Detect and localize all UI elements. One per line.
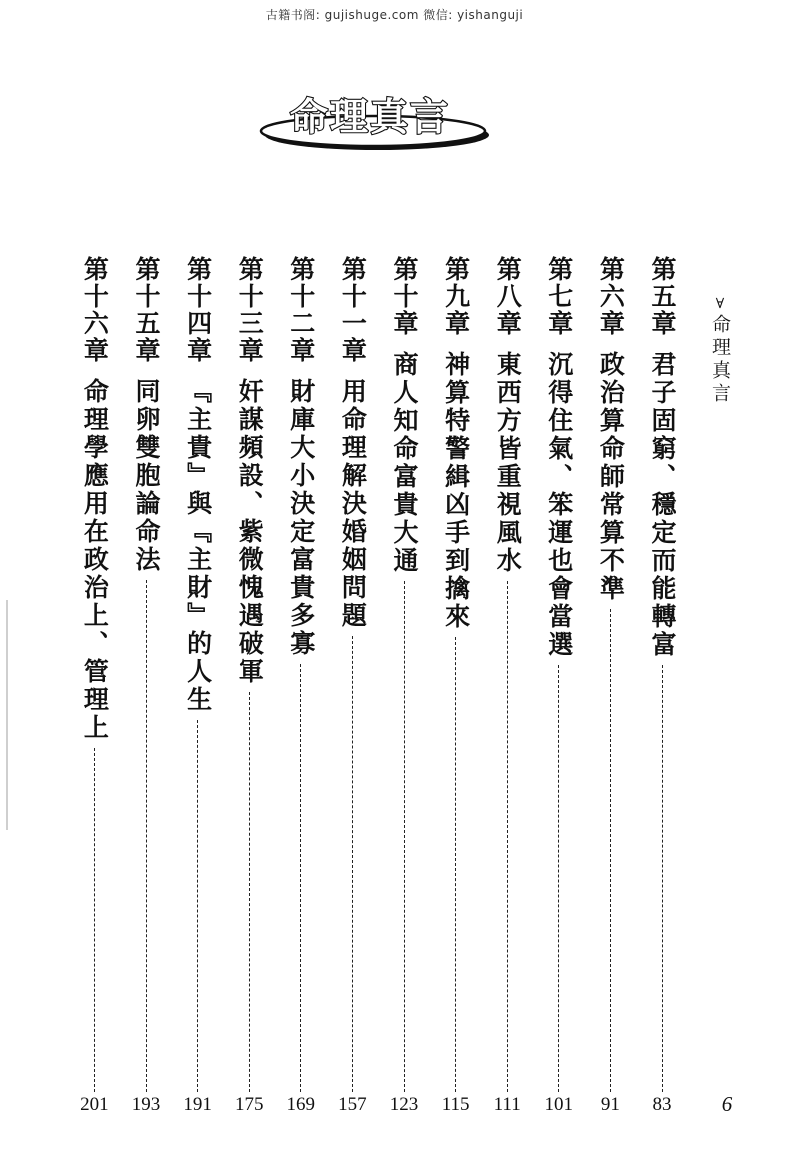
toc-dot-leader: [455, 637, 456, 1092]
toc-entry: [227, 256, 271, 1092]
scan-edge-mark: [6, 600, 8, 830]
toc-entry: [434, 256, 478, 1092]
toc-page-number: 201: [80, 1094, 109, 1115]
toc-chapter-title: 政治算命師常算不準: [596, 351, 626, 603]
toc-page-number: 111: [493, 1094, 521, 1115]
toc-dot-leader: [507, 581, 508, 1092]
toc-chapter-title: 商人知命富貴大通: [390, 351, 419, 575]
toc-dot-leader: [94, 748, 95, 1092]
toc-page-number: 175: [234, 1094, 264, 1115]
toc-chapter-number: 第十五章: [132, 256, 161, 364]
book-title-badge: [245, 88, 495, 158]
toc-entry: [382, 256, 426, 1092]
toc-chapter-number: 第九章: [441, 256, 471, 337]
toc-dot-leader: [146, 580, 147, 1092]
toc-page-number: 101: [544, 1094, 574, 1115]
toc-chapter-title: 『主貴』與『主財』的人生: [183, 378, 213, 714]
toc-entry: [588, 256, 632, 1092]
toc-dot-leader: [662, 665, 663, 1092]
toc-chapter-number: 第十一章: [338, 256, 368, 364]
toc-entry: [640, 256, 684, 1092]
toc-chapter-number: 第七章: [544, 256, 574, 337]
title-badge-graphic: [245, 88, 495, 158]
toc-page-number: 91: [600, 1094, 620, 1115]
toc-chapter-title: 命理學應用在政治上、管理上: [80, 378, 110, 742]
toc-page-number: 169: [286, 1094, 316, 1115]
running-head-text: 命理真言: [709, 314, 731, 406]
toc-chapter-title: 財庫大小決定富貴多寡: [286, 378, 316, 658]
toc-chapter-number: 第十二章: [286, 256, 316, 364]
toc-page-number: 193: [131, 1094, 161, 1115]
toc-entry: [485, 256, 529, 1092]
toc-dot-leader: [300, 664, 301, 1092]
toc-chapter-number: 第十六章: [80, 256, 110, 364]
toc-chapter-title: 奸謀頻設、紫微愧遇破軍: [235, 378, 265, 686]
toc-page-number: 157: [338, 1094, 367, 1115]
toc-dot-leader: [249, 692, 250, 1092]
toc-chapter-number: 第六章: [596, 256, 626, 337]
toc-dot-leader: [404, 581, 405, 1092]
toc-chapter-number: 第十四章: [183, 256, 213, 364]
toc-entry: [537, 256, 581, 1092]
toc-chapter-title: 神算特警緝凶手到擒來: [441, 351, 471, 631]
toc-chapter-title: 東西方皆重視風水: [493, 351, 523, 575]
page-number: 6: [721, 1092, 733, 1116]
toc-chapter-title: 用命理解決婚姻問題: [338, 378, 368, 630]
toc-chapter-title: 沉得住氣、笨運也會當選: [544, 351, 574, 659]
toc-page-number: 83: [652, 1094, 672, 1115]
toc-entry: [279, 256, 323, 1092]
toc-dot-leader: [610, 609, 611, 1092]
running-head-mark-icon: ∀: [715, 296, 725, 312]
running-head: [700, 296, 740, 406]
toc-dot-leader: [558, 665, 559, 1092]
toc-chapter-title: 君子固窮、穩定而能轉富: [648, 351, 677, 659]
toc-chapter-number: 第十章: [390, 256, 419, 337]
toc-chapter-number: 第五章: [648, 256, 677, 337]
toc-entry: [176, 256, 220, 1092]
toc-page-number: 123: [389, 1094, 419, 1115]
toc-entry: [72, 256, 116, 1092]
toc-chapter-number: 第十三章: [235, 256, 265, 364]
toc-dot-leader: [197, 720, 198, 1092]
watermark-text: 古籍书阁: gujishuge.com 微信: yishanguji: [265, 8, 524, 22]
toc-chapter-number: 第八章: [493, 256, 523, 337]
book-title: 命理真言: [289, 95, 451, 139]
toc-entry: [330, 256, 374, 1092]
toc-dot-leader: [352, 636, 353, 1092]
toc-chapter-title: 同卵雙胞論命法: [132, 378, 161, 574]
toc-entry: [124, 256, 168, 1092]
toc-page-number: 115: [441, 1094, 470, 1115]
toc-page-number: 191: [183, 1094, 212, 1115]
